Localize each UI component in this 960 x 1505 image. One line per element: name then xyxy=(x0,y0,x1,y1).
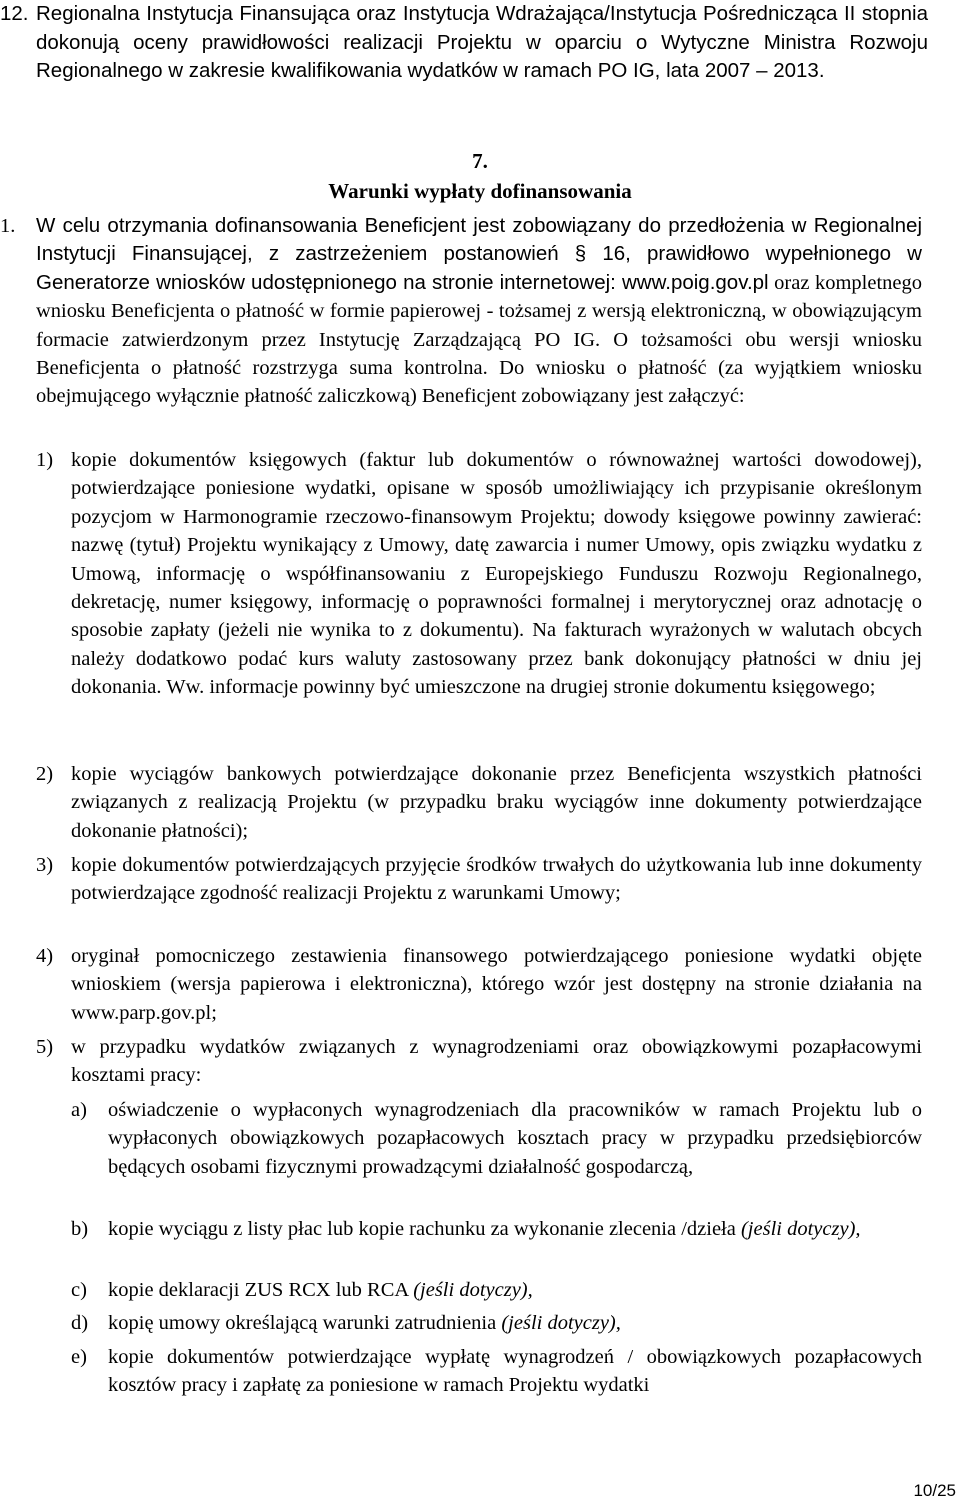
list-item xyxy=(36,1033,922,1090)
sublist-item-label: e) xyxy=(71,1346,87,1368)
sublist-item-main: kopie wyciągu z listy płac lub kopie rachunku za wykonanie zlecenia /dzieła xyxy=(108,1218,736,1240)
clause-text-part-1: W celu otrzymania dofinansowania Beneficjent jest zobowiązany do przedłożenia w Regionalnej Instytucji Finansującej, z zastrzeżeniem postanowień § 16, prawidłowo wypełnionego w Generatorze wniosków udostępnionego na stronie internetowej: www.poig.gov.pl xyxy=(36,214,922,294)
clause-text-part-2: oraz kompletnego wniosku Beneficjenta o płatność w formie papierowej - tożsamej z wersją elektroniczną, w obowiązującym formacie zatwierdzonym przez Instytucję Zarządzającą PO IG. O tożsamości obu wersji wniosku Beneficjenta o płatność rozstrzyga suma kontrolna. Do wniosku o płatność (za wyjątkiem wniosku obejmującego wyłącznie płatność zaliczkową) Beneficjent zobowiązany jest załączyć: xyxy=(36,271,922,408)
page-number: 10/25 xyxy=(913,1481,956,1500)
sublist-cont xyxy=(71,1343,922,1400)
sublist-item-note: (jeśli dotyczy), xyxy=(740,1218,861,1240)
sublist-item-text xyxy=(108,1343,922,1400)
sublist-item-main: kopię umowy określającą warunki zatrudnienia xyxy=(108,1312,497,1334)
list-item-text: kopie wyciągów bankowych potwierdzające dokonanie przez Beneficjenta wszystkich płatności związanych z realizacją Projektu (w przypadku braku wyciągów inne dokumenty potwierdzające dokonanie płatności); xyxy=(71,763,922,842)
sublist-item-label: a) xyxy=(71,1099,87,1121)
sublist-item xyxy=(71,1276,922,1304)
section-title: Warunki wypłaty dofinansowania xyxy=(328,179,632,203)
sublist-cont xyxy=(71,1309,922,1337)
sublist-item xyxy=(71,1096,922,1181)
sublist-item xyxy=(71,1343,922,1400)
clause-text: Regionalna Instytucja Finansująca oraz Instytucja Wdrażająca/Instytucja Pośrednicząca II stopnia dokonują oceny prawidłowości realizacji Projektu w oparciu o Wytyczne Ministra Rozwoju Regionalnego w zakresie kwalifikowania wydatków w ramach PO IG, lata 2007 – 2013. xyxy=(36,2,928,82)
attachments-list xyxy=(36,446,922,702)
sublist-item-main: kopie dokumentów potwierdzające wypłatę wynagrodzeń / obowiązkowych pozapłacowych kosztów pracy i zapłatę za poniesione w ramach Projektu wydatki xyxy=(108,1346,922,1397)
sublist-item-main: oświadczenie o wypłaconych wynagrodzeniach dla pracowników w ramach Projektu lub o wypłaconych obowiązkowych pozapłacowych kosztach pracy w przypadku przedsiębiorców będących osobami fizycznymi prowadzącymi działalność gospodarczą, xyxy=(108,1099,922,1178)
sublist xyxy=(71,1096,922,1181)
sublist-item-text xyxy=(108,1215,922,1243)
sublist-item-note: (jeśli dotyczy), xyxy=(413,1279,533,1301)
list-item-text: oryginał pomocniczego zestawienia finansowego potwierdzającego poniesione wydatki objęte wnioskiem (wersja papierowa i elektroniczna), którego wzór jest dostępny na stronie działania na www.parp.gov.pl; xyxy=(71,945,922,1024)
section-number: 7. xyxy=(472,149,488,173)
attachments-list-cont xyxy=(36,942,922,1027)
sublist-item-text xyxy=(108,1096,922,1181)
sublist-item-text xyxy=(108,1309,922,1337)
sublist-item-main: kopie deklaracji ZUS RCX lub RCA xyxy=(108,1279,409,1301)
sublist-item-label: d) xyxy=(71,1312,89,1334)
list-item-text: kopie dokumentów księgowych (faktur lub dokumentów o równoważnej wartości dowodowej), potwierdzające poniesione wydatki, opisane w sposób umożliwiający ich przypisanie określonym pozycjom w Harmonogramie rzeczowo-finansowym Projektu; dowody księgowe powinny zawierać: nazwę (tytuł) Projektu wynikający z Umowy, datę zawarcia i numer Umowy, opis związku wydatku z Umową, informację o współfinansowaniu z Europejskiego Funduszu Rozwoju Regionalnego, dekretację, numer księgowy, informację o poprawności formalnej i merytorycznej oraz adnotację o sposobie zapłaty (jeżeli nie wynika to z dokumentu). Na fakturach wyrażonych w walutach obcych należy dodatkowo podać kurs waluty zastosowany przez bank dokonujący płatności w dniu jej dokonania. Ww. informacje powinny być umieszczone na drugiej stronie dokumentu księgowego; xyxy=(71,449,922,699)
list-item-text: w przypadku wydatków związanych z wynagrodzeniami oraz obowiązkowymi pozapłacowymi kosztami pracy: xyxy=(71,1036,922,1087)
clause-12 xyxy=(0,0,928,86)
sublist-item-label: c) xyxy=(71,1279,87,1301)
list-item-text: kopie dokumentów potwierdzających przyjęcie środków trwałych do użytkowania lub inne dokumenty potwierdzające zgodność realizacji Projektu z warunkami Umowy; xyxy=(71,854,922,905)
list-item-label: 3) xyxy=(36,854,54,876)
sublist-cont xyxy=(71,1276,922,1304)
attachments-list-cont xyxy=(36,760,922,845)
attachments-list-cont xyxy=(36,1033,922,1090)
clause-number: 12. xyxy=(0,2,29,25)
clause-1 xyxy=(0,212,922,411)
sublist-item-note: (jeśli dotyczy), xyxy=(501,1312,621,1334)
list-item xyxy=(36,446,922,702)
clause-text xyxy=(36,212,922,411)
sublist-item xyxy=(71,1215,922,1243)
list-item-label: 2) xyxy=(36,763,54,785)
sublist-item-label: b) xyxy=(71,1218,89,1240)
list-item-label: 1) xyxy=(36,449,54,471)
sublist-item-text xyxy=(108,1276,922,1304)
attachments-list-cont xyxy=(36,851,922,908)
list-item xyxy=(36,760,922,845)
clause-number: 1. xyxy=(0,215,16,237)
sublist-cont xyxy=(71,1215,922,1243)
list-item xyxy=(36,942,922,1027)
list-item-label: 4) xyxy=(36,945,54,967)
list-item-label: 5) xyxy=(36,1036,54,1058)
sublist-item xyxy=(71,1309,922,1337)
list-item xyxy=(36,851,922,908)
